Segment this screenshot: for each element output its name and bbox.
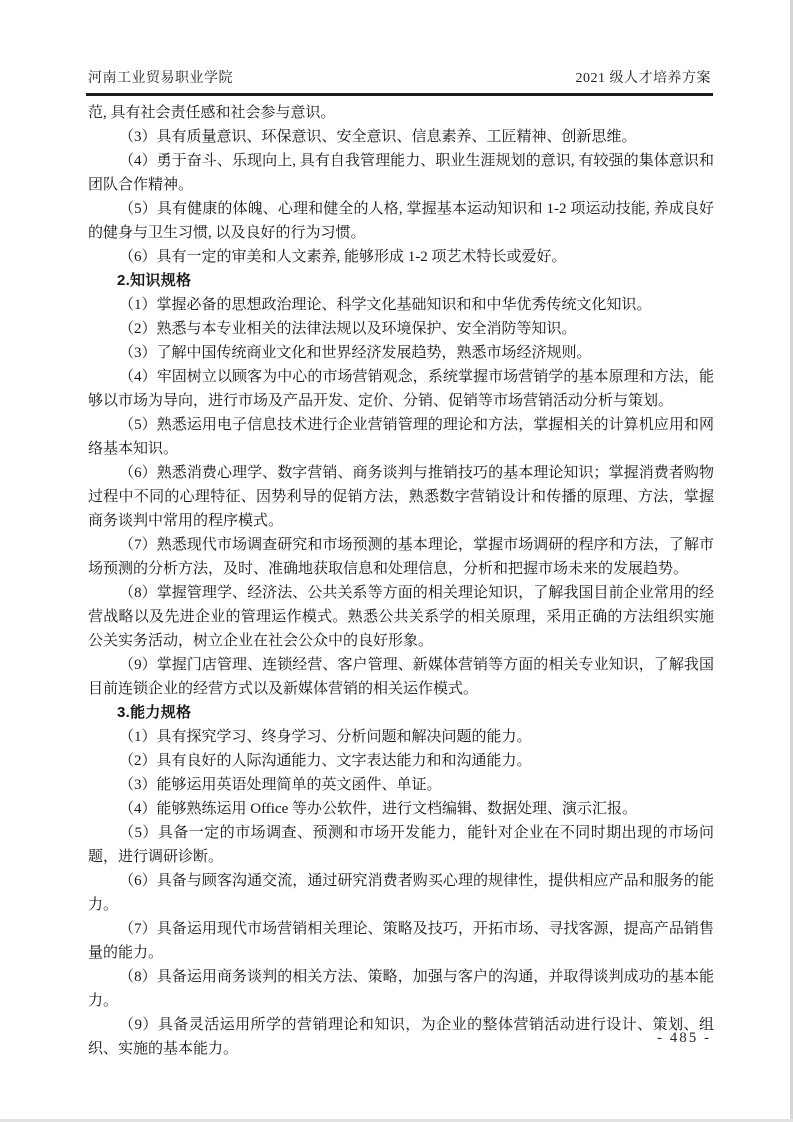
paragraph: （5）具备一定的市场调查、预测和市场开发能力，能针对企业在不同时期出现的市场问题，进行调研诊断。 [88, 825, 714, 865]
paragraph: （6）熟悉消费心理学、数字营销、商务谈判与推销技巧的基本理论知识；掌握消费者购物过程中不同的心理特征、因势利导的促销方法，熟悉数字营销设计和传播的原理、方法，掌握商务谈判中常用的程序模式。 [88, 465, 714, 529]
page-number: - 485 - [657, 1030, 711, 1046]
paragraph: （8）具备运用商务谈判的相关方法、策略，加强与客户的沟通，并取得谈判成功的基本能力。 [88, 969, 714, 1009]
header-doc-title: 2021 级人才培养方案 [575, 71, 711, 86]
paragraph: （4）勇于奋斗、乐现向上, 具有自我管理能力、职业生涯规划的意识, 有较强的集体意识和团队合作精神。 [88, 153, 714, 193]
paragraph: （9）掌握门店管理、连锁经营、客户管理、新媒体营销等方面的相关专业知识，了解我国目前连锁企业的经营方式以及新媒体营销的相关运作模式。 [88, 657, 714, 697]
paragraph: （3）具有质量意识、环保意识、安全意识、信息素养、工匠精神、创新思维。 [119, 129, 637, 145]
paragraph: （2）具有良好的人际沟通能力、文字表达能力和和沟通能力。 [119, 753, 532, 769]
paragraph: （8）掌握管理学、经济法、公共关系等方面的相关理论知识，了解我国目前企业常用的经营战略以及先进企业的管理运作模式。熟悉公共关系学的相关原理，采用正确的方法组织实施公关实务活动，树立企业在社会公众中的良好形象。 [88, 585, 714, 649]
paragraph: （7）熟悉现代市场调查研究和市场预测的基本理论，掌握市场调研的程序和方法，了解市场预测的分析方法，及时、准确地获取信息和处理信息，分析和把握市场未来的发展趋势。 [88, 537, 714, 577]
paragraph: （5）熟悉运用电子信息技术进行企业营销管理的理论和方法，掌握相关的计算机应用和网络基本知识。 [88, 417, 714, 457]
paragraph: （9）具备灵活运用所学的营销理论和知识，为企业的整体营销活动进行设计、策划、组织、实施的基本能力。 [88, 1017, 714, 1057]
paragraph: （3）能够运用英语处理简单的英文函件、单证。 [119, 777, 442, 793]
header-rule [86, 93, 713, 96]
paragraph: （1）具有探究学习、终身学习、分析问题和解决问题的能力。 [119, 729, 532, 745]
paragraph: （6）具备与顾客沟通交流，通过研究消费者购买心理的规律性，提供相应产品和服务的能力。 [88, 873, 714, 913]
paragraph: （5）具有健康的体魄、心理和健全的人格, 掌握基本运动知识和 1-2 项运动技能, 养成良好的健身与卫生习惯, 以及良好的行为习惯。 [88, 201, 714, 241]
paragraph: （4）牢固树立以顾客为中心的市场营销观念，系统掌握市场营销学的基本原理和方法，能够以市场为导向，进行市场及产品开发、定价、分销、促销等市场营销活动分析与策划。 [88, 369, 714, 409]
header-school-name: 河南工业贸易职业学院 [88, 71, 233, 86]
paragraph: （1）掌握必备的思想政治理论、科学文化基础知识和和中华优秀传统文化知识。 [119, 297, 652, 313]
paragraph: （2）熟悉与本专业相关的法律法规以及环境保护、安全消防等知识。 [119, 321, 577, 337]
paragraph: （7）具备运用现代市场营销相关理论、策略及技巧，开拓市场、寻找客源，提高产品销售量的能力。 [88, 921, 714, 961]
section-heading: 2.知识规格 [117, 272, 192, 289]
paragraph: （3）了解中国传统商业文化和世界经济发展趋势，熟悉市场经济规则。 [119, 345, 592, 361]
paragraph: （4）能够熟练运用 Office 等办公软件，进行文档编辑、数据处理、演示汇报。 [119, 801, 638, 817]
page-header [88, 67, 711, 87]
paragraph: （6）具有一定的审美和人文素养, 能够形成 1-2 项艺术特长或爱好。 [119, 249, 567, 265]
document-body [88, 101, 714, 1061]
section-heading: 3.能力规格 [117, 704, 192, 721]
paragraph: 范, 具有社会责任感和社会参与意识。 [88, 105, 336, 121]
